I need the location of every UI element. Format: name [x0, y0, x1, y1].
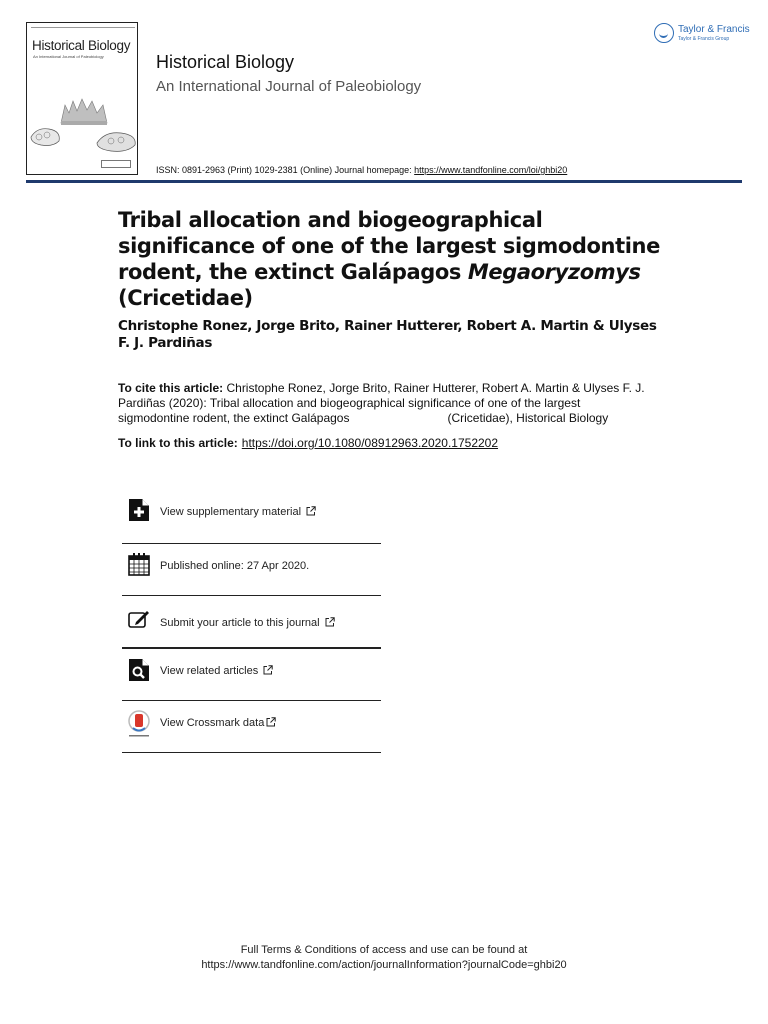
citation-block	[118, 381, 648, 426]
article-authors: Christophe Ronez, Jorge Brito, Rainer Hutterer, Robert A. Martin & Ulyses F. J. Pardiñas	[118, 318, 657, 351]
article-title-family: (Cricetidae)	[118, 286, 253, 310]
terms-footer	[0, 943, 768, 973]
terms-text: Full Terms & Conditions of access and use can be found at	[240, 944, 528, 956]
external-link-icon	[263, 665, 273, 675]
edit-icon	[128, 608, 150, 632]
view-supplementary-button[interactable]	[122, 490, 381, 544]
action-label: View related articles	[160, 665, 273, 677]
action-label: Submit your article to this journal	[160, 617, 335, 629]
taylor-francis-logo-icon	[654, 23, 674, 43]
journal-title: Historical Biology	[156, 52, 295, 72]
issn-line	[156, 165, 567, 175]
publisher-logo[interactable]	[654, 22, 749, 48]
citation-label: To cite this article:	[118, 381, 224, 395]
publisher-group: Taylor & Francis Group	[678, 36, 730, 42]
cover-subtitle: An International Journal of Paleobiology	[33, 54, 104, 59]
action-label: View supplementary material	[160, 506, 316, 518]
calendar-icon	[128, 552, 150, 576]
external-link-icon	[266, 717, 276, 727]
external-link-icon	[325, 617, 335, 627]
article-link-label: To link to this article:	[118, 436, 238, 450]
article-actions-list	[122, 490, 381, 753]
published-online-info	[122, 544, 381, 596]
journal-cover-image	[26, 22, 138, 175]
action-label: View Crossmark data	[160, 717, 276, 729]
view-crossmark-button[interactable]	[122, 701, 381, 753]
publisher-name: Taylor & Francis	[678, 24, 750, 35]
article-title-genus: Megaoryzomys	[467, 260, 641, 284]
article-link-line	[118, 436, 498, 450]
header-divider	[26, 180, 742, 183]
doi-link[interactable]: https://doi.org/10.1080/08912963.2020.1752202	[241, 436, 499, 450]
issn-text: ISSN: 0891-2963 (Print) 1029-2381 (Online) Journal homepage:	[156, 165, 412, 175]
citation-text: Christophe Ronez, Jorge Brito, Rainer Hutterer, Robert A. Martin & Ulyses F. J. Pardiñas (2020): Tribal allocation and biogeographical significance of one of the largest sigmodontine rodent, the extinct Galápagos	[118, 381, 645, 425]
cover-title: Historical Biology	[32, 38, 131, 53]
article-title-text: Tribal allocation and biogeographical significance of one of the largest sigmodontine rodent, the extinct Galápagos	[118, 208, 660, 284]
view-related-articles-button[interactable]	[122, 649, 381, 701]
journal-homepage-link[interactable]: https://www.tandfonline.com/loi/ghbi20	[414, 165, 568, 175]
journal-subtitle: An International Journal of Paleobiology	[156, 78, 422, 95]
cover-topline	[31, 25, 135, 31]
citation-text-end: (Cricetidae), Historical Biology	[447, 411, 609, 425]
published-date-text: Published online: 27 Apr 2020.	[160, 560, 310, 572]
terms-link[interactable]: https://www.tandfonline.com/action/journalInformation?journalCode=ghbi20	[201, 959, 567, 971]
cover-publisher-logo	[101, 160, 131, 168]
document-plus-icon	[128, 498, 150, 522]
document-search-icon	[128, 658, 150, 682]
article-title	[118, 207, 678, 311]
external-link-icon	[306, 506, 316, 516]
crossmark-icon	[126, 709, 152, 739]
submit-article-button[interactable]	[122, 596, 381, 649]
